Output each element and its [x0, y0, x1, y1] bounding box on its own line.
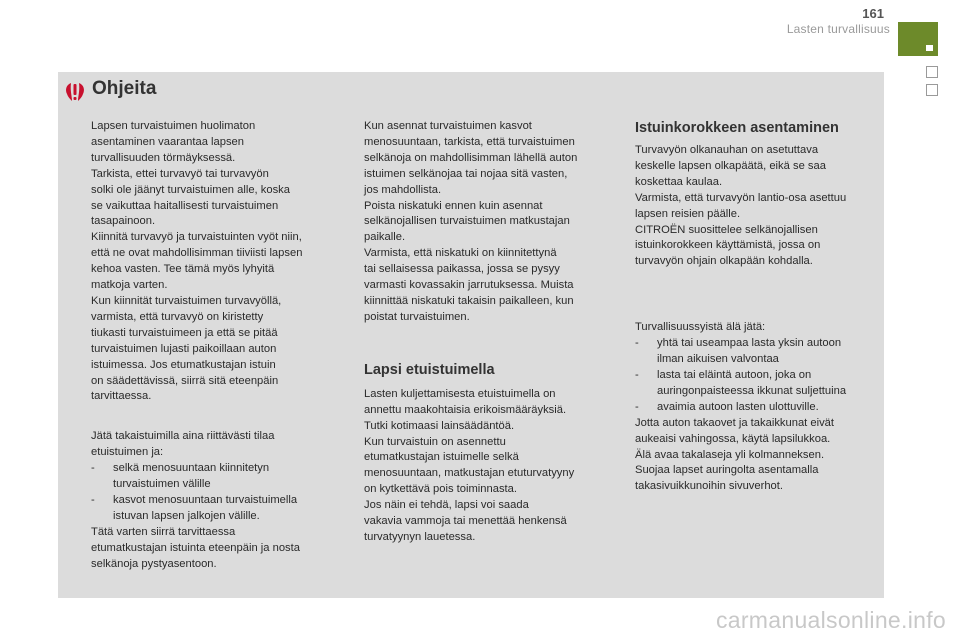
dash-marker: - [91, 462, 95, 475]
text-line: menosuuntaan, matkustajan etuturvatyyny [364, 467, 575, 480]
text-line: istuvan lapsen jalkojen välille. [113, 509, 260, 522]
text-line: menosuuntaan, tarkista, että turvaistuimen [364, 135, 575, 148]
text-line: lapsen reisien päälle. [635, 207, 741, 220]
text-line: Kun asennat turvaistuimen kasvot [364, 120, 532, 132]
dash-marker: - [635, 400, 639, 413]
text-line: Älä avaa takalaseja yli kolmanneksen. [635, 448, 825, 461]
text-line: matkoja varten. [91, 279, 168, 292]
bullet-item [91, 461, 341, 493]
text-line: tasapainoon. [91, 215, 156, 228]
text-line: asentaminen vaarantaa lapsen [91, 135, 245, 148]
text-line: Turvavyön olkanauhan on asetuttava [635, 144, 819, 156]
chapter-title: Lasten turvallisuus [786, 22, 890, 36]
text-line: Kun turvaistuin on asennettu [364, 435, 506, 448]
text-line: että ne ovat mahdollisimman tiiviisti lapsen [91, 247, 303, 260]
text-line: Tätä varten siirrä tarvittaessa [91, 525, 236, 538]
text-line: auringonpaisteessa ikkunat suljettuina [657, 384, 847, 397]
child-seat-warning-paragraph [91, 119, 341, 405]
bullet-item [635, 368, 880, 400]
text-line: poistat turvaistuimen. [364, 310, 470, 323]
text-line: selkänoja on mahdollisimman lähellä auton [364, 151, 578, 164]
text-line: lasta tai eläintä autoon, joka on [657, 368, 812, 381]
booster-seat-paragraph [635, 143, 880, 270]
text-line: Jätä takaistuimilla aina riittävästi tilaa [91, 430, 275, 443]
column-left [91, 119, 341, 572]
text-line: koskettaa kaulaa. [635, 175, 723, 188]
text-line: turvavyön ohjain olkapään kohdalla. [635, 255, 813, 268]
text-line: on kytkettävä pois toiminnasta. [364, 483, 517, 496]
chapter-index-box[interactable] [926, 84, 938, 96]
text-line: selkänojallisen turvaistuimen matkustajan [364, 215, 570, 228]
text-line: Poista niskatuki ennen kuin asennat [364, 199, 543, 212]
text-line: selkä menosuuntaan kiinnitetyn [113, 462, 270, 475]
text-line: istuimessa. Jos etumatkustajan istuin [91, 358, 276, 371]
chapter-tab-mark [926, 45, 933, 51]
text-line: tiukasti turvaistuimeen ja että se pitää [91, 326, 278, 339]
text-line: Varmista, että turvavyön lantio-osa asettuu [635, 191, 847, 204]
text-line: turvaistuimen lujasti paikoillaan auton [91, 342, 277, 355]
text-line: keskelle lapsen olkapäätä, eikä se saa [635, 159, 826, 172]
text-line: solki ole jäänyt turvaistuimen alle, koska [91, 183, 290, 196]
text-line: Jos näin ei tehdä, lapsi voi saada [364, 499, 529, 512]
headrest-paragraph [364, 119, 609, 326]
text-line: etumatkustajan istuimelle selkä [364, 451, 519, 464]
text-line: se vaikuttaa haitallisesti turvaistuimen [91, 199, 279, 212]
rear-seat-space-paragraph [91, 429, 341, 572]
text-line: avaimia autoon lasten ulottuville. [657, 400, 819, 413]
warning-exclamation-icon [64, 82, 86, 102]
bullet-item [91, 493, 341, 525]
chapter-tab[interactable] [898, 22, 938, 56]
column-right [635, 119, 880, 495]
text-line: selkänoja pystyasentoon. [91, 557, 217, 570]
column-middle [364, 119, 609, 546]
text-line: Tarkista, ettei turvavyö tai turvavyön [91, 167, 269, 180]
dash-marker: - [635, 368, 639, 381]
text-line: vakavia vammoja tai menettää henkensä [364, 515, 567, 528]
dash-marker: - [91, 493, 95, 506]
text-line: etuistuimen ja: [91, 446, 164, 459]
text-line: kehoa vasten. Tee tämä myös lyhyitä [91, 263, 275, 276]
text-line: Kun kiinnität turvaistuimen turvavyöllä, [91, 294, 282, 307]
text-line: varmista, että turvavyö on kiristetty [91, 310, 264, 323]
text-line: Lapsen turvaistuimen huolimaton [91, 120, 256, 132]
text-line: kiinnittää niskatuki takaisin paikalleen, kun [364, 294, 574, 307]
text-line: Kiinnitä turvavyö ja turvaistuinten vyöt niin, [91, 231, 302, 244]
text-line: on säädettävissä, siirrä sitä eteenpäin [91, 374, 279, 387]
text-line: istuinkorokkeen käyttämistä, jossa on [635, 239, 821, 252]
text-line: takasivuikkunoihin sivuverhot. [635, 480, 783, 493]
text-line: etumatkustajan istuinta eteenpäin ja nosta [91, 541, 300, 554]
text-line: ilman aikuisen valvontaa [657, 353, 779, 366]
watermark: carmanualsonline.info [715, 607, 946, 633]
section-heading-booster-seat: Istuinkorokkeen asentaminen [635, 120, 839, 136]
chapter-index-box[interactable] [926, 66, 938, 78]
text-line: turvaistuimen välille [113, 478, 211, 491]
section-heading-front-seat: Lapsi etuistuimella [364, 361, 495, 378]
text-line: istuimen selkänojaa tai nojaa sitä vasten, [364, 167, 568, 180]
text-line: turvallisuuden törmäyksessä. [91, 151, 236, 164]
text-line: annettu maakohtaisia erikoismääräyksiä. [364, 403, 567, 416]
text-line: jos mahdollista. [364, 183, 442, 196]
text-line: Jotta auton takaovet ja takaikkunat eivät [635, 416, 835, 429]
text-line: varmasti kovassakin jarrutuksessa. Muista [364, 279, 574, 292]
text-line: Lasten kuljettamisesta etuistuimella on [364, 387, 556, 400]
dash-marker: - [635, 337, 639, 350]
text-line: kasvot menosuuntaan turvaistuimella [113, 493, 298, 506]
safety-paragraph [635, 320, 880, 495]
bullet-item [635, 400, 880, 416]
front-seat-paragraph [364, 387, 609, 546]
text-line: aukeaisi vahingossa, käytä lapsilukkoa. [635, 432, 831, 445]
text-line: Varmista, että niskatuki on kiinnitettynä [364, 247, 557, 260]
text-line: Suojaa lapset auringolta asentamalla [635, 464, 819, 477]
text-line: yhtä tai useampaa lasta yksin autoon [657, 337, 842, 350]
bullet-item [635, 336, 880, 368]
page-number: 161 [862, 6, 884, 21]
panel-title: Ohjeita [92, 78, 157, 99]
text-line: CITROËN suosittelee selkänojallisen [635, 223, 818, 236]
text-line: Tutki kotimaasi lainsäädäntöä. [364, 419, 515, 432]
text-line: paikalle. [364, 231, 406, 244]
text-line: turvatyynyn lauetessa. [364, 530, 476, 543]
text-line: tarvittaessa. [91, 390, 152, 403]
text-line: Turvallisuussyistä älä jätä: [635, 321, 766, 334]
text-line: tai sellaisessa paikassa, jossa se pysyy [364, 263, 560, 276]
